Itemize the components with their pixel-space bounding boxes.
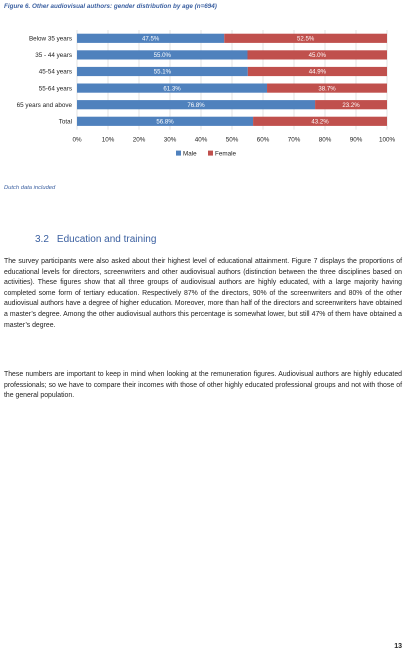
gender-age-chart: [0, 26, 408, 171]
x-tick-label: 100%: [378, 136, 396, 144]
data-label-female: 44.9%: [308, 68, 327, 76]
data-label-male: 55.0%: [153, 52, 171, 60]
x-tick-label: 20%: [132, 136, 146, 144]
x-tick-label: 50%: [225, 136, 239, 144]
y-category-label: 35 - 44 years: [35, 52, 72, 60]
data-label-male: 76.8%: [187, 101, 205, 109]
x-tick-label: 60%: [256, 136, 270, 144]
x-tick-label: 90%: [349, 136, 363, 144]
figure-note: Dutch data included: [4, 185, 56, 191]
x-tick-label: 10%: [101, 136, 115, 144]
legend-swatch-female: [208, 151, 213, 156]
data-label-male: 55.1%: [153, 68, 172, 76]
data-label-male: 61.3%: [163, 85, 181, 93]
section-heading: [35, 234, 156, 245]
data-label-male: 56.8%: [156, 118, 174, 126]
x-tick-label: 80%: [318, 136, 332, 144]
legend-swatch-male: [176, 151, 181, 156]
y-category-label: 65 years and above: [16, 101, 72, 109]
data-label-male: 47.5%: [141, 35, 160, 43]
y-category-label: Below 35 years: [28, 35, 72, 43]
data-label-female: 45.0%: [308, 52, 326, 60]
y-category-label: 55-64 years: [38, 85, 72, 93]
y-category-label: 45-54 years: [38, 68, 72, 76]
data-label-female: 23.2%: [342, 101, 360, 109]
data-label-female: 43.2%: [311, 118, 329, 126]
figure-caption: Figure 6. Other audiovisual authors: gender distribution by age (n=694): [4, 3, 217, 10]
legend-label-male: Male: [183, 150, 197, 158]
paragraph-education: The survey participants were also asked about their highest level of educational attainment. Figure 7 displays the proportions of educational levels for directors, screenwriters and other audiovisual authors (distinction between the three disciplines based on activities). These figures show that all three groups of audiovisual authors are highly educated, with a large majority having completed some form of tertiary education. Respectively 87% of the directors, 90% of the screenwriters and 80% of the other audiovisual authors have a degree of higher education. Moreover, more than half of the directors and screenwriters have obtained a master’s degree. Among the other audiovisual authors this percentage is somewhat lower, but still 47% of them have obtained a master’s degree.: [4, 258, 402, 329]
x-tick-label: 40%: [194, 136, 208, 144]
legend-label-female: Female: [215, 150, 236, 158]
x-tick-label: 70%: [287, 136, 301, 144]
paragraph-remuneration: These numbers are important to keep in mind when looking at the remuneration figures. Audiovisual authors are highly educated professionals; so we have to compare their incomes with those of other highly educated professional groups and not with those of the general population.: [4, 371, 402, 400]
section-number: 3.2: [35, 234, 49, 245]
section-title: Education and training: [56, 234, 157, 245]
x-tick-label: 0%: [72, 136, 82, 144]
page-number: 13: [394, 643, 402, 650]
y-category-label: Total: [58, 118, 72, 126]
x-tick-label: 30%: [163, 136, 177, 144]
data-label-female: 38.7%: [318, 85, 336, 93]
data-label-female: 52.5%: [296, 35, 315, 43]
